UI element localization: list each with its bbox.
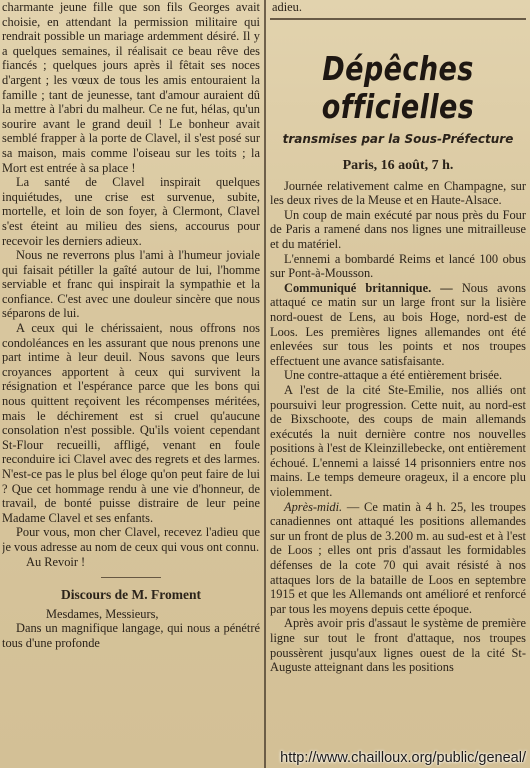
paragraph-eulogy-3: Nous ne reverrons plus l'ami à l'humeur joviale qui faisait pétiller la gaîté autour de lui, l'homme serviable et franc qui inspirait la sympathie et la confiance. C'est avec une douleur sincère que nous séparons de lui. [2, 248, 260, 321]
left-column [2, 0, 260, 768]
top-line: adieu. [272, 0, 302, 14]
dispatch-paragraph-1: Journée relativement calme en Champagne, sur les deux rives de la Meuse et en Haute-Alsace. [270, 178, 526, 208]
section-text: Nous avons attaqué ce matin sur un large front sur la lisière nord-ouest de Lens, au bois Hoge, nord-est de Loos. Les premières lignes allemandes ont été enlevées sur tous les points et nos troupes effectuent une avance satisfaisante. [270, 280, 526, 368]
right-column [270, 0, 526, 768]
afternoon-text: — Ce matin à 4 h. 25, les troupes canadiennes ont attaqué les positions allemandes sur un front de plus de 3.200 m. au sud-est et à l'est de Loos ; elles ont pris d'assaut les formidables défenses de la cote 70 qui avait résisté à nos attaques lors de la bataille de Loos en septembre 1915 et que les Allemands ont amélioré et renforcé par tous les moyens depuis cette époque. [270, 499, 526, 616]
afternoon-label: Après-midi. [284, 499, 343, 514]
speech-start: Dans un magnifique langage, qui nous a pénétré tous d'une profonde [2, 621, 260, 650]
header-rule-top [270, 18, 526, 20]
column-rule [264, 0, 266, 768]
section-divider [101, 577, 161, 578]
speech-salutation: Mesdames, Messieurs, [46, 606, 159, 621]
watermark-url: http://www.chailloux.org/public/geneal/ [280, 750, 526, 766]
dateline: Paris, 16 août, 7 h. [342, 157, 454, 173]
british-communique [270, 281, 526, 369]
dispatch-paragraph-3: L'ennemi a bombardé Reims et lancé 100 obus sur Pont-à-Mousson. [270, 251, 526, 281]
dispatch-paragraph-4: Une contre-attaque a été entièrement brisée. [284, 368, 503, 383]
section-head: Communiqué britannique. — [284, 280, 453, 295]
paragraph-eulogy-2: La santé de Clavel inspirait quelques inquiétudes, une crise est survenue, subite, mortelle, et loin de son foyer, à Clermont, Clavel s'est éteint au milieu des siens, accourus pour recevoir les derniers adieux. [2, 175, 260, 248]
paragraph-eulogy-1: charmante jeune fille que son fils Georges avait choisie, en attendant la permission militaire qui rendrait possible un mariage ardemment désiré. Il y a quelques semaines, il réalisait ce beau rêve des fiancés ; quelques jours après il fêtait ses noces d'argent ; les vœux de tous les amis entouraient la famille ; tant de jeunesse, tant d'amour auraient dû la mettre à l'abri du malheur. Ce ne fut, hélas, qu'un sourire avant le grand deuil ! Le bonheur avait semblé frapper à la porte de Clavel, il s'est posé sur sa maison, mais comme l'oiseau sur les toits ; la Mort est entrée à sa place ! [2, 0, 260, 175]
paragraph-au-revoir: Au Revoir ! [26, 554, 86, 569]
paragraph-eulogy-4: A ceux qui le chérissaient, nous offrons nos condoléances en les assurant que nous prenons une part intime à leur deuil. Nous savons que leurs croyances apportent à ceux qui survivent la résignation et l'espérance parce que les bons qui nous quittent reçoivent les récompenses méritées, mais le déchirement est si cruel qu'aucune consolation n'est possible. Qu'ils voient cependant St-Flour recueilli, affligé, venant en foule reconduire ici Clavel avec des regrets et des larmes. N'est-ce pas le plus bel éloge qu'on peut faire de lui ? Que cet hommage rendu à une vie d'honneur, de travail, de bonté puisse distraire de leur peine Madame Clavel et ses enfants. [2, 321, 260, 525]
afternoon-paragraph [270, 500, 526, 617]
subheadline: transmises par la Sous-Préfecture [282, 131, 514, 146]
dispatch-paragraph-2: Un coup de main exécuté par nous près du Four de Paris a ramené dans nos lignes une mitrailleuse et du matériel. [270, 207, 526, 251]
dispatch-paragraph-last: Après avoir pris d'assaut le système de première ligne sur tout le front d'attaque, nos troupes poussèrent jusqu'aux lignes ouest de la cité St-Auguste atteignant dans les positions [270, 616, 526, 675]
dispatch-paragraph-5: A l'est de la cité Ste-Emilie, nos alliés ont poursuivi leur progression. Cette nuit, au nord-est de Bixschoote, des coups de main allemands exécutés la nuit dernière contre nos nouvelles positions à l'est de Kleinzillebecke, ont entièrement échoué. L'ennemi a laissé 14 prisonniers entre nos mains. Le temps demeure orageux, il a encore plu violemment. [270, 382, 526, 500]
paragraph-eulogy-5: Pour vous, mon cher Clavel, recevez l'adieu que je vous adresse au nom de ceux qui vous ont connu. [2, 525, 260, 554]
headline: Dépêches officielles [321, 48, 475, 126]
speech-title: Discours de M. Froment [61, 587, 201, 603]
